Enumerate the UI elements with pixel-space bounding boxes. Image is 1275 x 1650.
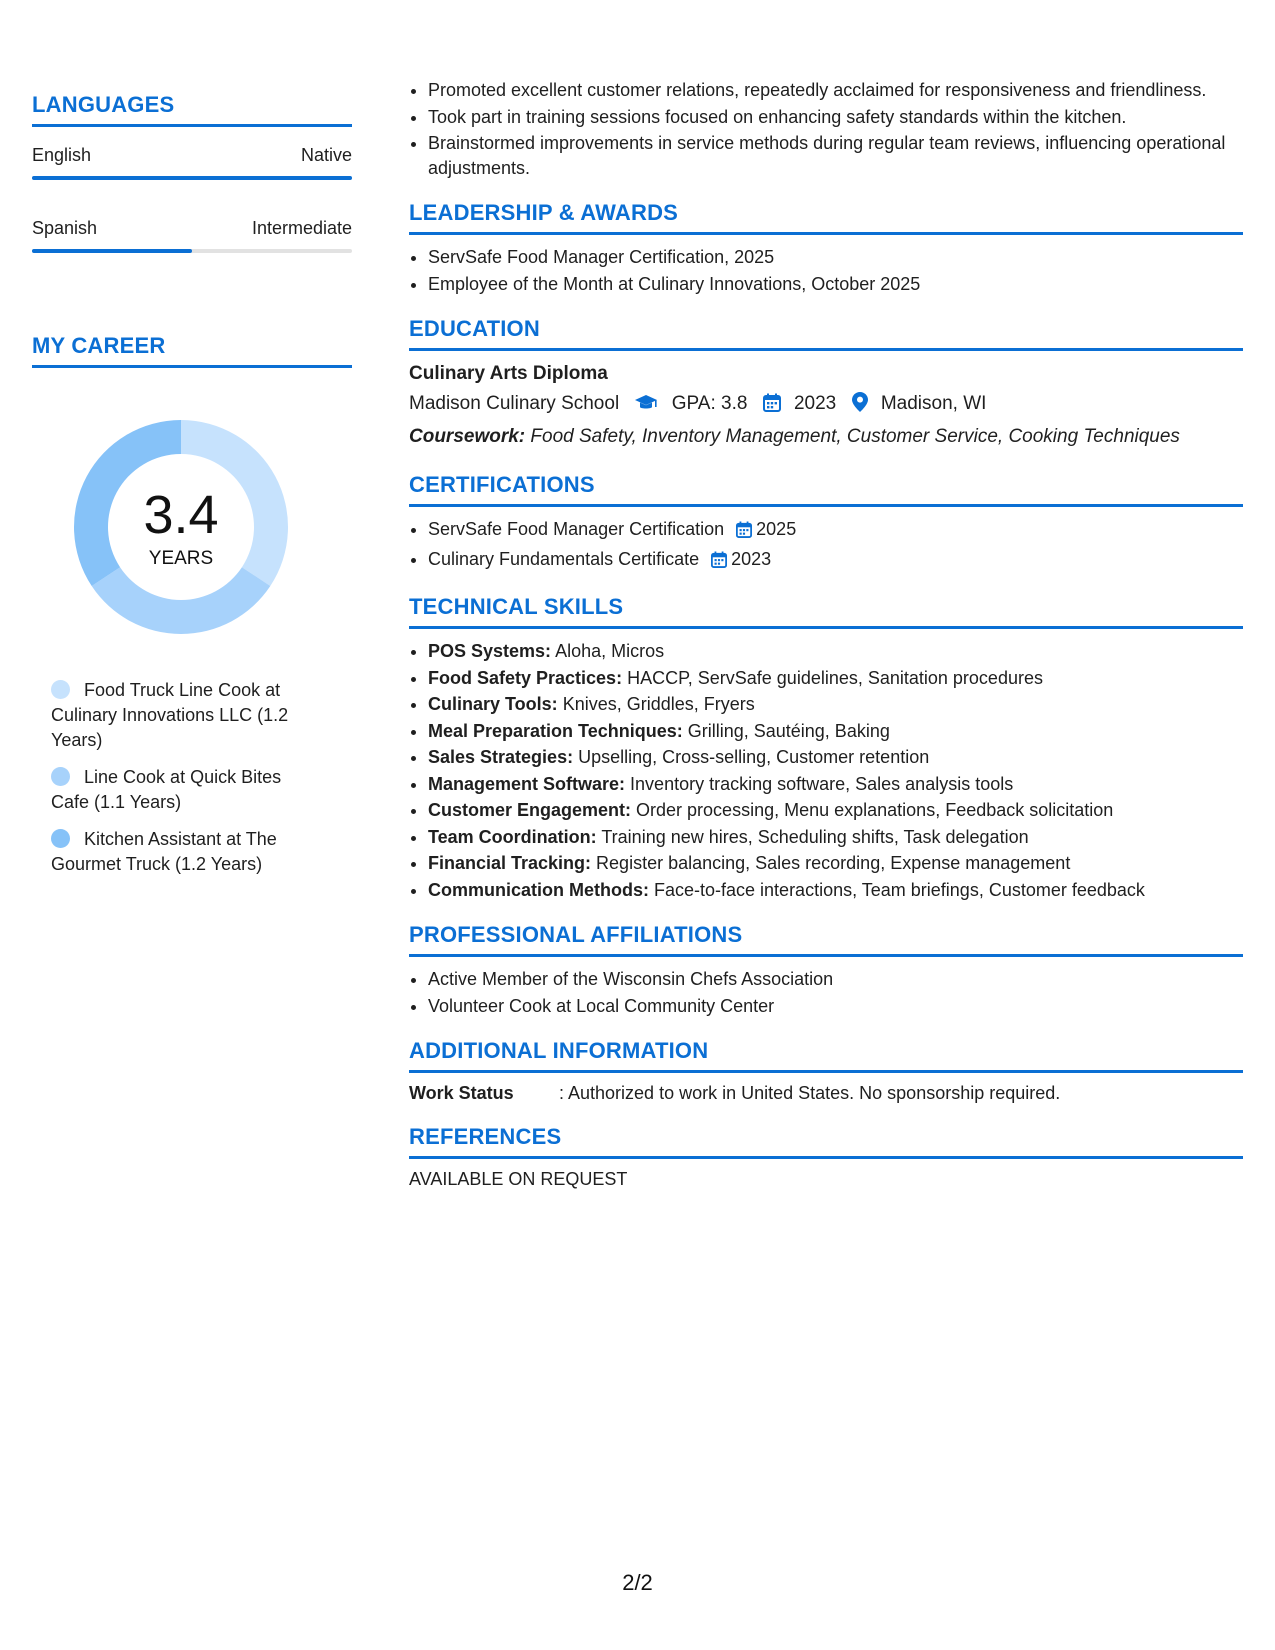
skill-value: Register balancing, Sales recording, Expense management <box>591 853 1071 873</box>
certifications-section <box>409 472 1243 574</box>
certification-year: 2025 <box>756 519 797 539</box>
leadership-heading: LEADERSHIP & AWARDS <box>409 200 1243 235</box>
legend-dot <box>51 767 70 786</box>
career-section <box>32 333 352 877</box>
education-year: 2023 <box>793 393 837 414</box>
list-item: • Promoted excellent customer relations, repeatedly acclaimed for responsiveness and friendliness. <box>428 78 1243 103</box>
calendar-icon <box>763 392 781 422</box>
leadership-section <box>409 200 1243 296</box>
calendar-icon <box>736 520 752 545</box>
education-location: Madison, WI <box>880 393 987 414</box>
references-section <box>409 1124 1243 1190</box>
language-name: Spanish <box>32 218 98 238</box>
language-item <box>32 145 352 180</box>
skill-value: Knives, Griddles, Fryers <box>557 694 755 714</box>
skill-label: Financial Tracking: <box>428 853 592 873</box>
references-heading: REFERENCES <box>409 1124 1243 1159</box>
career-total-years: 3.4 <box>143 485 219 545</box>
skill-item <box>428 851 1243 876</box>
language-level: Intermediate <box>251 218 352 238</box>
skill-value: Grilling, Sautéing, Baking <box>682 720 890 741</box>
language-proficiency-fill <box>32 176 352 180</box>
affiliations-heading: PROFESSIONAL AFFILIATIONS <box>409 922 1243 957</box>
work-status-value: : Authorized to work in United States. No sponsorship required. <box>559 1083 1061 1103</box>
right-column <box>409 78 1243 1190</box>
legend-label: Kitchen Assistant at The Gourmet Truck (1.2 Years) <box>51 829 277 874</box>
language-proficiency-bar <box>32 176 352 180</box>
career-legend <box>51 678 321 877</box>
skill-label: Team Coordination: <box>428 826 597 847</box>
skill-label: Sales Strategies: <box>428 747 574 767</box>
calendar-icon <box>711 550 727 575</box>
coursework-list: Food Safety, Inventory Management, Customer Service, Cooking Techniques <box>525 426 1180 447</box>
list-item <box>428 547 1243 575</box>
work-status-row <box>409 1083 1243 1104</box>
education-gpa: GPA: 3.8 <box>671 393 748 414</box>
affiliations-section <box>409 922 1243 1018</box>
education-coursework <box>409 422 1243 452</box>
career-total-unit: YEARS <box>148 548 214 569</box>
skill-value: Order processing, Menu explanations, Feedback solicitation <box>631 800 1114 820</box>
skill-value: Upselling, Cross-selling, Customer retention <box>573 747 930 767</box>
references-text: AVAILABLE ON REQUEST <box>409 1169 628 1189</box>
skill-item <box>428 798 1243 823</box>
skill-item <box>428 639 1243 664</box>
language-item <box>32 218 352 253</box>
career-heading: MY CAREER <box>32 333 352 368</box>
skill-value: Training new hires, Scheduling shifts, Task delegation <box>596 826 1029 847</box>
certifications-heading: CERTIFICATIONS <box>409 472 1243 507</box>
skill-item <box>428 666 1243 691</box>
list-item: • Active Member of the Wisconsin Chefs Association <box>428 967 1243 992</box>
work-status-label: Work Status <box>409 1083 514 1103</box>
certification-year: 2023 <box>731 548 772 569</box>
legend-label: Food Truck Line Cook at Culinary Innovations LLC (1.2 Years) <box>51 680 289 750</box>
additional-info-heading: ADDITIONAL INFORMATION <box>409 1038 1243 1073</box>
left-column <box>32 92 352 889</box>
education-heading: EDUCATION <box>409 316 1243 351</box>
donut-center <box>66 412 296 642</box>
skill-item <box>428 878 1243 903</box>
list-item: • Brainstormed improvements in service methods during regular team reviews, influencing operational adjustments. <box>428 131 1243 180</box>
list-item: • Employee of the Month at Culinary Innovations, October 2025 <box>428 272 1243 297</box>
graduation-cap-icon <box>634 392 658 422</box>
legend-label: Line Cook at Quick Bites Cafe (1.1 Years) <box>51 767 282 812</box>
legend-item <box>51 765 321 815</box>
map-pin-icon <box>852 392 868 422</box>
education-school: Madison Culinary School <box>409 393 620 414</box>
languages-heading: LANGUAGES <box>32 92 352 127</box>
experience-bullets <box>409 78 1243 180</box>
education-degree: Culinary Arts Diploma <box>409 363 608 384</box>
skill-item <box>428 719 1243 744</box>
language-name: English <box>32 145 92 165</box>
skill-item <box>428 692 1243 717</box>
skill-value: Inventory tracking software, Sales analysis tools <box>625 773 1014 794</box>
language-level: Native <box>300 145 352 165</box>
certification-name: ServSafe Food Manager Certification <box>428 519 725 539</box>
list-item: • ServSafe Food Manager Certification, 2025 <box>428 245 1243 270</box>
legend-item <box>51 678 321 753</box>
legend-dot <box>51 829 70 848</box>
list-item <box>428 517 1243 545</box>
skill-label: Food Safety Practices: <box>428 667 623 688</box>
skill-label: POS Systems: <box>428 641 552 661</box>
skill-label: Meal Preparation Techniques: <box>428 720 683 741</box>
legend-item <box>51 827 321 877</box>
additional-info-section <box>409 1038 1243 1104</box>
certification-name: Culinary Fundamentals Certificate <box>428 548 700 569</box>
skills-heading: TECHNICAL SKILLS <box>409 594 1243 629</box>
career-donut-chart <box>66 412 296 642</box>
languages-section <box>32 92 352 253</box>
skill-label: Communication Methods: <box>428 879 649 900</box>
language-proficiency-bar <box>32 249 352 253</box>
skill-item <box>428 745 1243 770</box>
skill-value: Face-to-face interactions, Team briefings, Customer feedback <box>649 879 1145 900</box>
list-item: • Volunteer Cook at Local Community Center <box>428 994 1243 1019</box>
education-details <box>409 389 1243 422</box>
legend-dot <box>51 680 70 699</box>
coursework-label: Coursework: <box>409 426 526 447</box>
skills-section <box>409 594 1243 902</box>
language-proficiency-fill <box>32 249 192 253</box>
skill-label: Customer Engagement: <box>428 800 632 820</box>
list-item: • Took part in training sessions focused on enhancing safety standards within the kitchen. <box>428 105 1243 130</box>
skill-item <box>428 772 1243 797</box>
skill-value: HACCP, ServSafe guidelines, Sanitation procedures <box>622 667 1043 688</box>
skill-label: Management Software: <box>428 773 626 794</box>
education-section <box>409 316 1243 452</box>
page-number: 2/2 <box>622 1570 653 1595</box>
skill-label: Culinary Tools: <box>428 694 558 714</box>
skill-value: Aloha, Micros <box>551 641 665 661</box>
skill-item <box>428 825 1243 850</box>
